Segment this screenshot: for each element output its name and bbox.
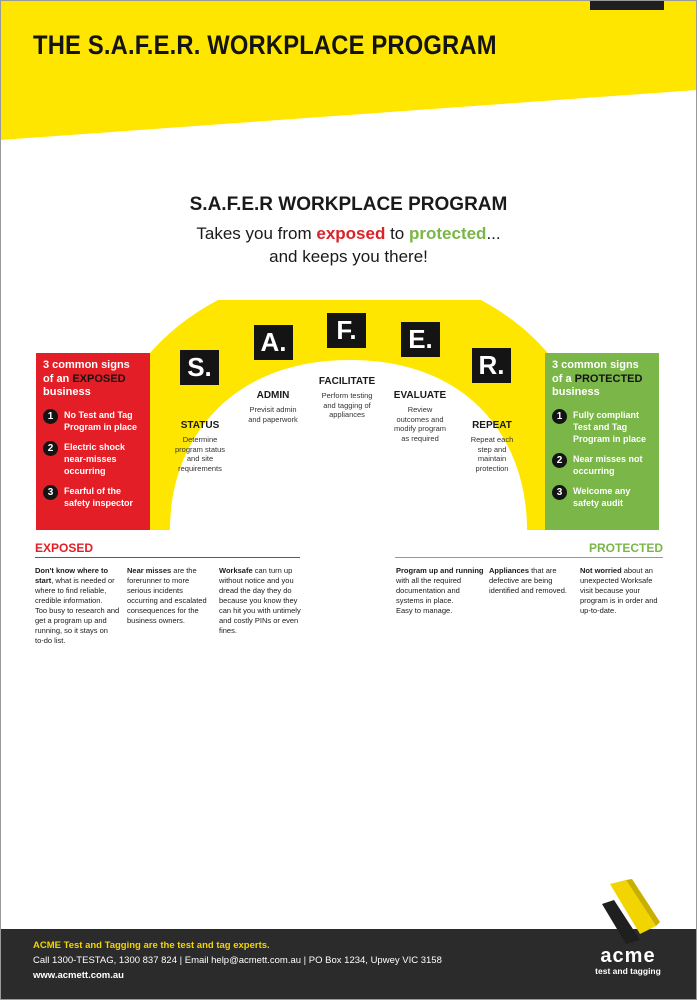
logo-subtitle: test and tagging [595, 966, 661, 976]
step-desc-line: and paperwork [248, 414, 298, 424]
step-admin [238, 389, 308, 424]
col-line: identified and removed. [489, 586, 567, 595]
step-desc-line: Review [407, 405, 433, 414]
footer-contact[interactable]: Call 1300-TESTAG, 1300 837 824 | Email help@acmett.com.au | PO Box 1234, Upwey VIC 3158 [33, 955, 442, 966]
step-desc-line: maintain [477, 454, 507, 463]
panel-heading-highlight: PROTECTED [574, 372, 643, 385]
sign-text [573, 453, 643, 477]
tagline-exposed-word: exposed [316, 224, 386, 243]
sign-text-line: occurring [64, 465, 106, 476]
col-line [219, 566, 317, 576]
sign-text-line: Electric shock [64, 441, 126, 452]
number-badge: 3 [43, 485, 58, 500]
col-line: up-to-date. [580, 606, 617, 615]
step-desc [311, 391, 383, 420]
step-desc [166, 435, 234, 473]
col-line: consequences for the [127, 606, 199, 615]
sign-text-line: No Test and Tag [64, 409, 133, 420]
panel-heading-line: 3 common signs [43, 359, 130, 371]
sign-text-line: Test and Tag [573, 421, 628, 432]
sign-text-line: Program in place [573, 433, 647, 444]
number-badge: 1 [43, 409, 58, 424]
sign-text-line: safety inspector [64, 497, 134, 508]
number-badge: 2 [552, 453, 567, 468]
col-bold-part: Worksafe [219, 566, 253, 575]
exposed-column-3 [219, 566, 317, 636]
col-line: business owners. [127, 616, 185, 625]
panel-heading-line [552, 373, 653, 387]
col-line: to-do list. [35, 636, 66, 645]
tagline-part: ... [486, 224, 501, 243]
step-desc [386, 405, 454, 443]
sign-item [552, 485, 653, 509]
col-line: and costly PINs or even [219, 616, 299, 625]
col-bold-part: Not worried [580, 566, 622, 575]
sign-text-line: Fully compliant [573, 409, 640, 420]
sign-text-line: Program in place [64, 421, 138, 432]
sign-text-line: Fearful of the [64, 485, 122, 496]
step-letter-e: E. [401, 322, 440, 357]
sign-list [552, 409, 653, 509]
sign-text [573, 409, 646, 445]
step-desc-line: Perform testing [321, 391, 373, 400]
step-desc-line: appliances [329, 410, 365, 419]
step-name: ADMIN [256, 390, 290, 401]
number-badge: 3 [552, 485, 567, 500]
col-line [35, 566, 127, 576]
col-line: serious incidents [127, 586, 183, 595]
step-name: FACILITATE [318, 376, 376, 387]
step-desc-line: as required [401, 433, 439, 443]
step-letter-a: A. [254, 325, 293, 360]
col-line: without notice and you [219, 576, 294, 585]
protected-column-2 [489, 566, 581, 596]
sign-text-line: Near misses not [573, 453, 643, 464]
step-desc-line: protection [475, 463, 509, 473]
step-desc [460, 435, 524, 473]
header-band [0, 0, 697, 150]
step-desc-line: and site [186, 454, 214, 463]
sign-item [552, 453, 653, 477]
sign-text-line: Welcome any [573, 485, 631, 496]
col-bold-part: Near misses [127, 566, 172, 575]
col-bold-line: Don't know where to [35, 566, 109, 575]
sign-item [552, 409, 653, 445]
col-line-rest: can turn up [252, 566, 293, 575]
sign-item [43, 441, 144, 477]
col-line: get a program up and [35, 616, 107, 625]
col-line [35, 576, 127, 586]
col-line: fines. [219, 626, 237, 635]
col-line: forerunner to more [127, 576, 190, 585]
step-letter-s: S. [180, 350, 219, 385]
col-line [396, 566, 488, 576]
sign-text [64, 441, 125, 477]
step-facilitate [311, 375, 383, 420]
number-badge: 1 [552, 409, 567, 424]
panel-heading [552, 359, 653, 400]
sign-list [43, 409, 144, 509]
number-badge: 2 [43, 441, 58, 456]
step-desc-line: outcomes and [396, 414, 444, 424]
protected-signs-panel [545, 353, 659, 530]
exposed-divider [35, 557, 300, 558]
col-line-rest: about an [621, 566, 653, 575]
col-line: where to find reliable, [35, 586, 107, 595]
sign-text [64, 485, 133, 509]
step-desc-line: Previsit admin [249, 405, 297, 414]
step-letter-r: R. [472, 348, 511, 383]
panel-heading-line: business [43, 386, 91, 398]
col-line: because you know they [219, 596, 298, 605]
sign-text [64, 409, 137, 433]
step-status [166, 419, 234, 473]
col-line: occurring and escalated [127, 596, 207, 605]
col-line: systems in place. [396, 596, 454, 605]
col-bold-line: Program up and running [396, 566, 484, 575]
col-line: unexpected Worksafe [580, 576, 653, 585]
panel-heading-line [43, 373, 144, 387]
header-tab-marker [590, 0, 664, 10]
logo-wordmark: acme [600, 945, 656, 967]
exposed-column-1 [35, 566, 127, 646]
exposed-column-2 [127, 566, 219, 626]
step-desc [238, 405, 308, 424]
step-desc-line: program status [174, 444, 226, 454]
panel-heading-part: of a [552, 372, 575, 385]
col-bold-part: start [35, 576, 52, 585]
step-desc-line: Determine [182, 435, 218, 444]
tagline-line-2: and keeps you there! [269, 247, 428, 266]
step-desc-line: step and [477, 444, 507, 454]
panel-heading-line: business [552, 386, 600, 398]
step-desc-line: modify program [393, 424, 447, 433]
step-desc-line: and tagging of [323, 400, 371, 410]
col-line: program is in order and [580, 596, 658, 605]
step-letter-f: F. [327, 313, 366, 348]
sign-item [43, 409, 144, 433]
tagline-protected-word: protected [408, 224, 487, 243]
col-line: Easy to manage. [396, 606, 453, 615]
col-line: documentation and [396, 586, 460, 595]
sign-text [573, 485, 630, 509]
step-name: REPEAT [472, 420, 512, 431]
step-desc-line: requirements [178, 463, 222, 473]
tagline-line-1 [0, 222, 697, 245]
step-desc-line: Repeat each [470, 435, 514, 444]
tagline [0, 222, 697, 268]
protected-section-label: PROTECTED [588, 541, 663, 555]
exposed-signs-panel [36, 353, 150, 530]
step-name: EVALUATE [393, 390, 447, 401]
col-line: running, so it stays on [35, 626, 108, 635]
col-line: with all the required [396, 576, 462, 585]
acme-logo-icon [588, 878, 668, 948]
protected-column-3 [580, 566, 672, 616]
col-bold-part: Appliances [489, 566, 530, 575]
panel-heading-part: of an [43, 372, 73, 385]
tagline-part: to [385, 224, 409, 243]
footer-website-link[interactable]: www.acmett.com.au [33, 970, 124, 981]
protected-column-1 [396, 566, 488, 616]
panel-heading-line: 3 common signs [552, 359, 639, 371]
step-evaluate [386, 389, 454, 443]
panel-heading-highlight: EXPOSED [72, 372, 126, 385]
col-line [580, 566, 672, 576]
col-line: can hit you with untimely [219, 606, 301, 615]
panel-heading [43, 359, 144, 400]
col-line [127, 566, 219, 576]
col-line: credible information. [35, 596, 103, 605]
col-line-rest: are the [171, 566, 197, 575]
col-line: Too busy to research and [35, 606, 120, 615]
col-line: defective are being [489, 576, 553, 585]
sign-text-line: safety audit [573, 497, 624, 508]
sign-text-line: occurring [573, 465, 615, 476]
sign-item [43, 485, 144, 509]
tagline-part: Takes you from [196, 224, 317, 243]
page-title: THE S.A.F.E.R. WORKPLACE PROGRAM [33, 30, 497, 60]
program-title: S.A.F.E.R WORKPLACE PROGRAM [189, 194, 508, 215]
col-line-rest: , what is needed or [51, 576, 115, 585]
col-line: visit because your [580, 586, 641, 595]
step-repeat [460, 419, 524, 473]
footer-tagline: ACME Test and Tagging are the test and tag experts. [33, 940, 270, 951]
step-name: STATUS [180, 420, 220, 431]
col-line: dread the day they do [219, 586, 292, 595]
exposed-section-label: EXPOSED [35, 541, 94, 555]
sign-text-line: near-misses [64, 453, 117, 464]
col-line [489, 566, 581, 576]
protected-divider [395, 557, 663, 558]
col-line-rest: that are [529, 566, 557, 575]
